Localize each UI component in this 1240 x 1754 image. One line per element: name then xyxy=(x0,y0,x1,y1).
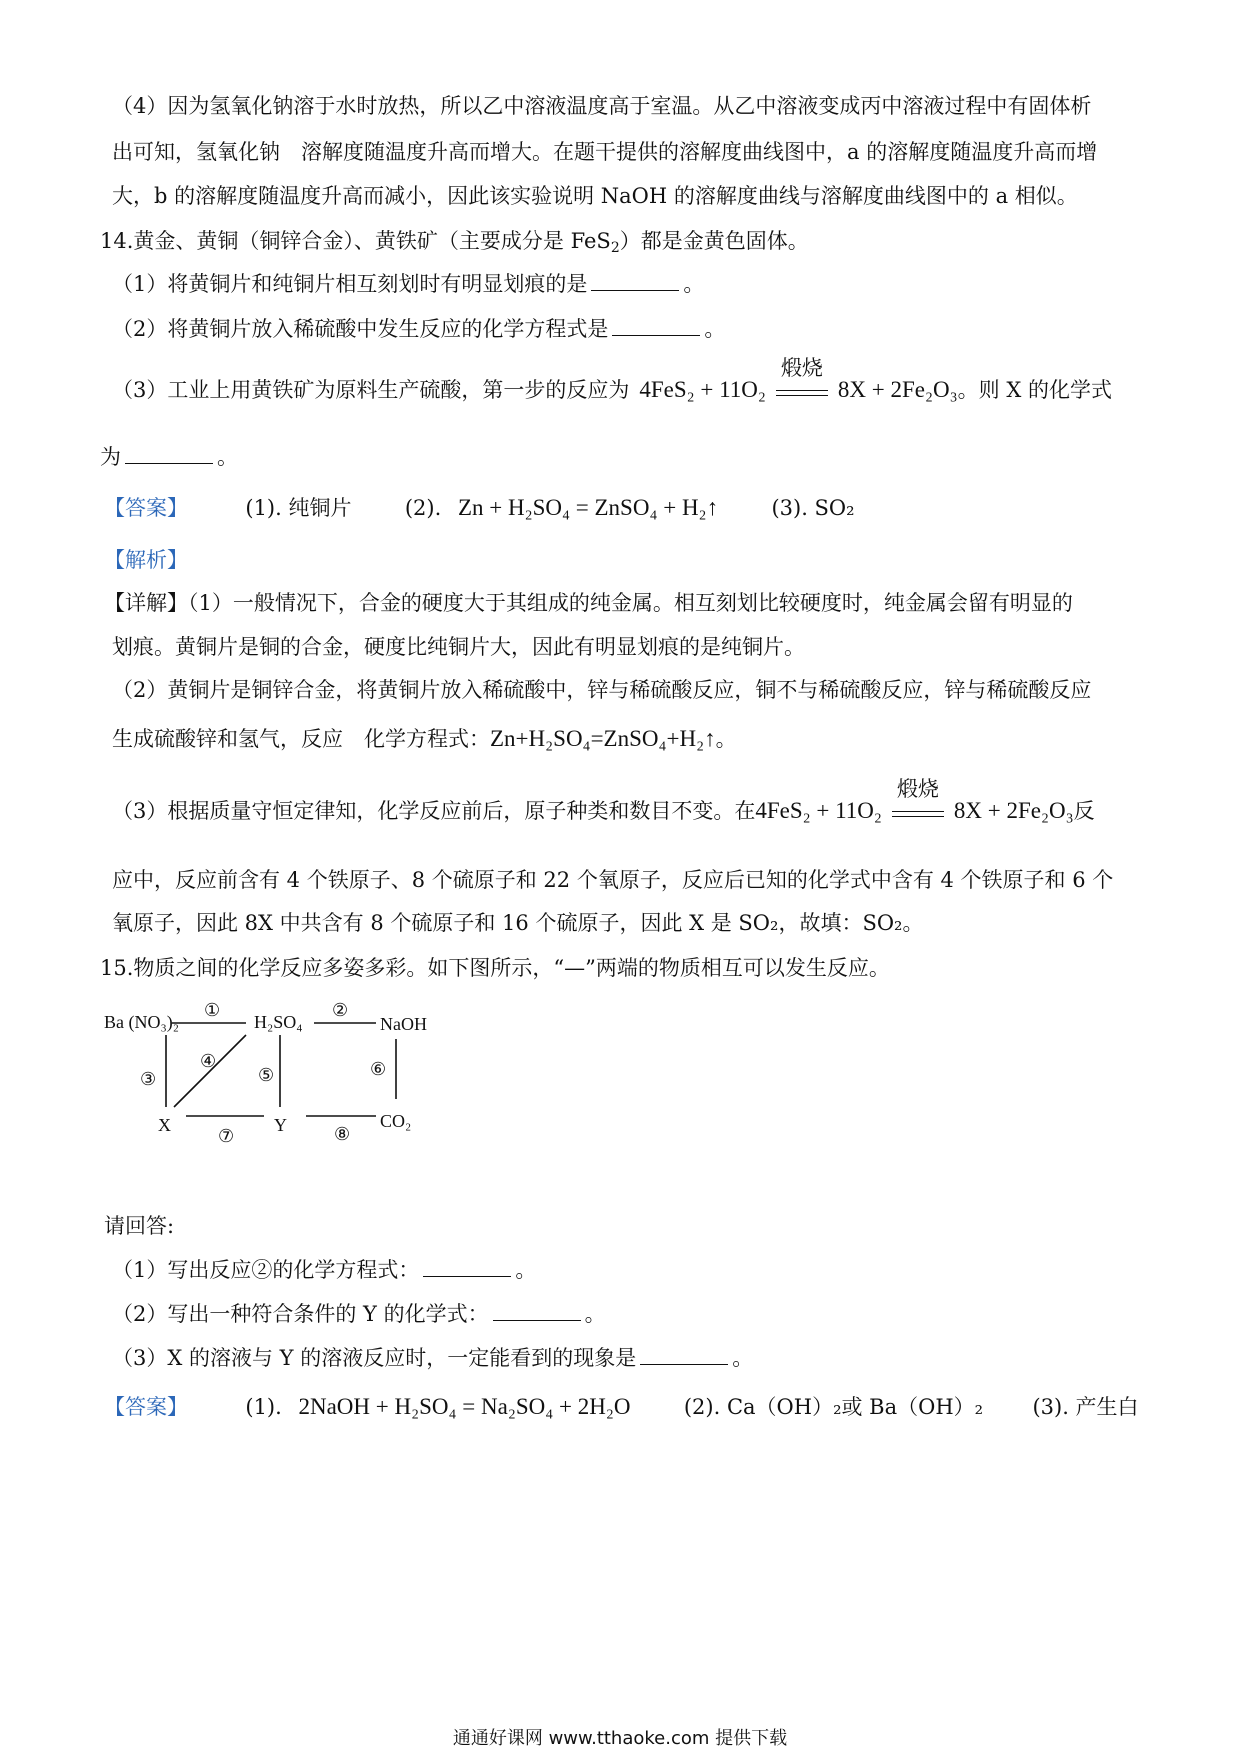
answer-1-label: (1). xyxy=(245,1395,282,1419)
label-4: ④ xyxy=(200,1051,217,1071)
answer-blank xyxy=(493,1302,581,1321)
answer-tag: 【答案】 xyxy=(104,496,188,520)
reaction-diagram xyxy=(100,995,460,1155)
node-naoh: NaOH xyxy=(380,1014,427,1034)
label-1: ① xyxy=(204,1000,221,1020)
q14-part-1: （1）将黄铜片和纯铜片相互刻划时有明显划痕的是 。 xyxy=(112,272,705,296)
q13-analysis-line-2: 出可知，氢氧化钠 溶解度随温度升高而增大。在题干提供的溶解度曲线图中，a 的溶解度随温度升高而增 xyxy=(112,140,1098,164)
q14-detail-3c: 氧原子，因此 8X 中共含有 8 个硫原子和 16 个硫原子，因此 X 是 SO₂，故填：SO₂。 xyxy=(112,911,924,935)
label-6: ⑥ xyxy=(370,1059,387,1079)
q14-detail-1a: 【详解】（1）一般情况下，合金的硬度大于其组成的纯金属。相互刻划比较硬度时，纯金属会留有明显的 xyxy=(104,591,1073,615)
label-7: ⑦ xyxy=(218,1126,235,1146)
answer-blank xyxy=(423,1258,511,1277)
node-h2so4: H₂SO₄ xyxy=(254,1012,303,1032)
q15-part-1: （1）写出反应②的化学方程式： 。 xyxy=(112,1258,537,1282)
answer-blank xyxy=(591,272,679,291)
answer-3: (3). 产生白 xyxy=(1032,1395,1139,1419)
answer-blank xyxy=(640,1346,728,1365)
q14-detail-2a: （2）黄铜片是铜锌合金，将黄铜片放入稀硫酸中，锌与稀硫酸反应，铜不与稀硫酸反应，锌与稀硫酸反应 xyxy=(112,678,1092,702)
q14-part-2: （2）将黄铜片放入稀硫酸中发生反应的化学方程式是 。 xyxy=(112,317,726,341)
q13-analysis-line-1: （4）因为氢氧化钠溶于水时放热，所以乙中溶液温度高于室温。从乙中溶液变成丙中溶液过程中有固体析 xyxy=(112,94,1092,118)
q14-detail-1b: 划痕。黄铜片是铜的合金，硬度比纯铜片大，因此有明显划痕的是纯铜片。 xyxy=(112,635,805,659)
q13-analysis-line-3: 大，b 的溶解度随温度升高而减小，因此该实验说明 NaOH 的溶解度曲线与溶解度曲线图中的 a 相似。 xyxy=(112,184,1078,208)
label-2: ② xyxy=(332,1000,349,1020)
q14-part-3-cont: 为 。 xyxy=(100,445,238,469)
q14-detail-2b: 生成硫酸锌和氢气，反应 化学方程式：Zn+H₂SO₄=ZnSO₄+H₂↑。 xyxy=(112,726,737,751)
analysis-tag: 【解析】 xyxy=(104,548,188,572)
roasting-equation-repeat: 4FeS₂ + 11O₂ 煅烧 8X + 2Fe₂O₃ xyxy=(755,776,1074,823)
q15-answer xyxy=(104,1393,1139,1421)
q14-stem: 14.黄金、黄铜（铜锌合金）、黄铁矿（主要成分是 FeS$_2$）都是金黄色固体。 xyxy=(100,229,809,256)
answer-blank xyxy=(612,317,700,336)
q14-part-3: （3）工业上用黄铁矿为原料生产硫酸，第一步的反应为 4FeS₂ + 11O₂ 煅烧 8X + 2Fe₂O₃。则 X 的化学式 xyxy=(112,355,1112,402)
q15-part-2: （2）写出一种符合条件的 Y 的化学式： 。 xyxy=(112,1302,606,1326)
label-8: ⑧ xyxy=(334,1124,351,1144)
q15-prompt: 请回答: xyxy=(104,1214,175,1238)
answer-1: (1). 纯铜片 xyxy=(245,496,352,520)
answer-2: (2). Ca（OH）₂或 Ba（OH）₂ xyxy=(683,1395,984,1419)
footer-download-note: 通通好课网 www.tthaoke.com 提供下载 xyxy=(452,1728,788,1749)
label-5: ⑤ xyxy=(258,1065,275,1085)
q14-detail-3a: （3）根据质量守恒定律知，化学反应前后，原子种类和数目不变。在4FeS₂ + 11O₂ 煅烧 8X + 2Fe₂O₃反 xyxy=(112,776,1095,823)
answer-tag: 【答案】 xyxy=(104,1395,188,1419)
answer-1-equation: 2NaOH + H₂SO₄ = Na₂SO₄ + 2H₂O xyxy=(298,1394,631,1419)
q14-detail-3b: 应中，反应前含有 4 个铁原子、8 个硫原子和 22 个氧原子，反应后已知的化学式中含有 4 个铁原子和 6 个 xyxy=(112,868,1114,892)
node-co2: CO₂ xyxy=(380,1111,412,1131)
label-3: ③ xyxy=(140,1069,157,1089)
answer-3: (3). SO₂ xyxy=(771,496,855,520)
node-y: Y xyxy=(274,1115,287,1135)
node-ba-nitrate: Ba (NO₃)₂ xyxy=(104,1012,180,1032)
answer-blank xyxy=(125,445,213,464)
q15-part-3: （3）X 的溶液与 Y 的溶液反应时，一定能看到的现象是 。 xyxy=(112,1346,754,1370)
answer-2-equation: Zn + H₂SO₄ = ZnSO₄ + H₂↑ xyxy=(457,495,719,520)
q14-answer xyxy=(104,494,855,522)
node-x: X xyxy=(158,1115,171,1135)
roasting-equation: 4FeS₂ + 11O₂ 煅烧 8X + 2Fe₂O₃ xyxy=(639,355,958,402)
answer-2-label: (2). xyxy=(404,496,442,520)
q15-stem: 15.物质之间的化学反应多姿多彩。如下图所示，“—”两端的物质相互可以发生反应。 xyxy=(100,956,890,980)
